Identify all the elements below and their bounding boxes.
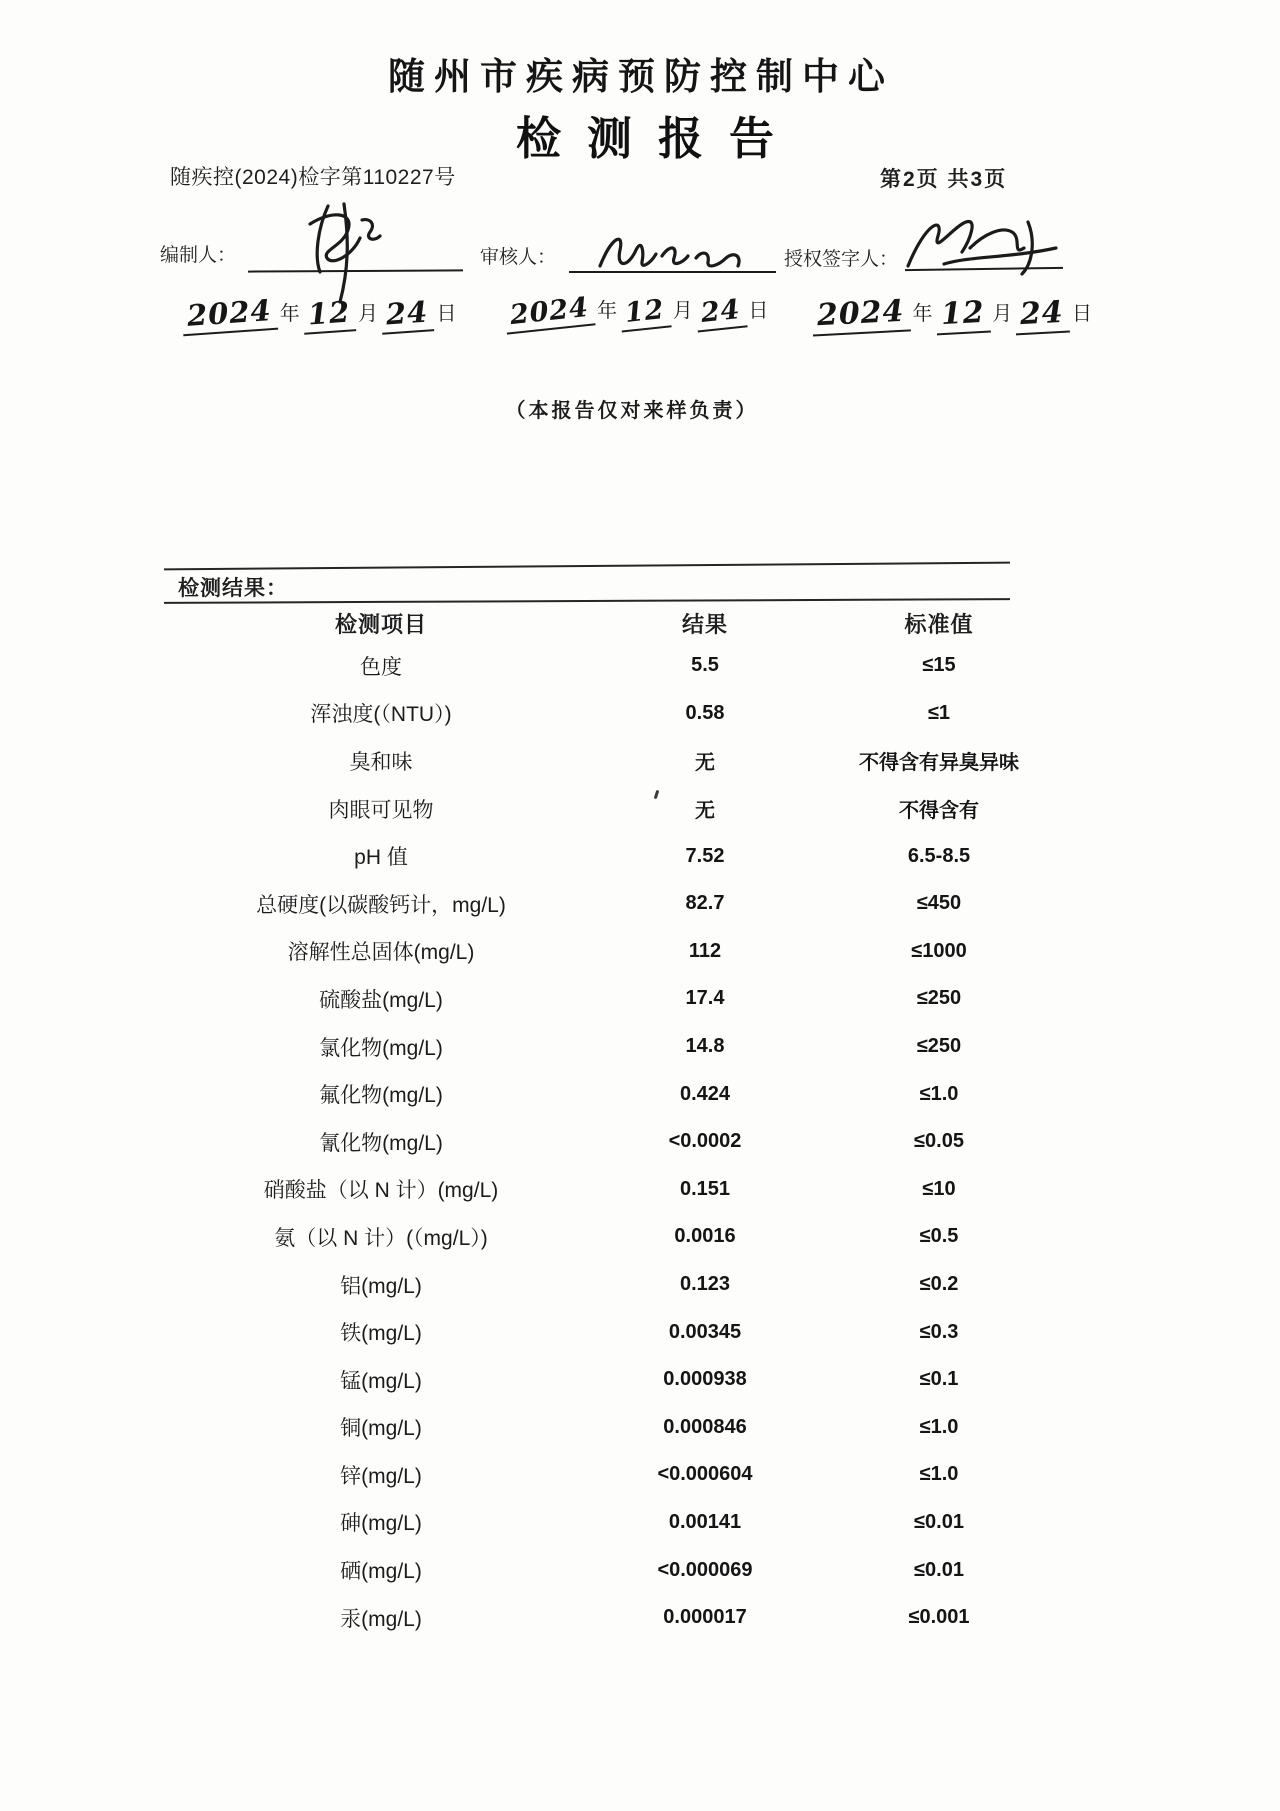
result-value-cell: 112 bbox=[688, 939, 722, 962]
result-item-cell: 氟化物(mg/L) bbox=[319, 1084, 443, 1108]
result-standard-cell: ≤15 bbox=[922, 654, 956, 677]
authorizer-date-year: 2024 bbox=[811, 293, 910, 336]
table-row bbox=[165, 642, 1065, 690]
result-value-cell: 0.58 bbox=[685, 701, 725, 724]
result-value-cell: 17.4 bbox=[685, 987, 725, 1010]
table-row bbox=[165, 1594, 1065, 1642]
table-row bbox=[165, 1308, 1065, 1356]
result-standard-cell: ≤0.3 bbox=[919, 1320, 959, 1343]
table-row bbox=[165, 785, 1065, 833]
result-standard-cell: ≤0.01 bbox=[914, 1510, 964, 1533]
result-item-cell: 铝(mg/L) bbox=[340, 1274, 422, 1298]
result-value-cell: <0.000069 bbox=[657, 1558, 753, 1581]
table-row bbox=[165, 1118, 1065, 1166]
result-item-cell: 溶解性总固体(mg/L) bbox=[287, 941, 475, 965]
authorizer-date bbox=[812, 293, 1095, 334]
table-row bbox=[165, 975, 1065, 1023]
column-header-standard: 标准值 bbox=[904, 612, 974, 637]
column-header-result: 结果 bbox=[681, 612, 728, 637]
report-number: 随疾控(2024)检字第110227号 bbox=[170, 166, 456, 189]
result-standard-cell: ≤1.0 bbox=[919, 1082, 959, 1105]
preparer-signature bbox=[270, 198, 420, 308]
table-row bbox=[165, 880, 1065, 928]
result-value-cell: 0.151 bbox=[679, 1177, 731, 1200]
result-value-cell: 82.7 bbox=[685, 892, 725, 915]
result-standard-cell: ≤250 bbox=[916, 1035, 962, 1058]
table-row bbox=[165, 1070, 1065, 1118]
preparer-date-month: 12 bbox=[301, 294, 356, 335]
result-value-cell: 5.5 bbox=[691, 654, 719, 677]
result-standard-cell: ≤1.0 bbox=[919, 1415, 959, 1438]
result-item-cell: 氰化物(mg/L) bbox=[319, 1131, 443, 1155]
result-standard-cell: ≤1 bbox=[927, 701, 951, 724]
month-unit: 月 bbox=[358, 303, 379, 325]
result-item-cell: 砷(mg/L) bbox=[340, 1512, 422, 1536]
column-header-item: 检测项目 bbox=[334, 612, 427, 637]
result-standard-cell: ≤0.5 bbox=[919, 1225, 959, 1248]
day-unit: 日 bbox=[748, 300, 769, 322]
results-header-rule bbox=[164, 598, 1010, 604]
result-item-cell: 色度 bbox=[360, 655, 402, 679]
result-standard-cell: 不得含有异臭异味 bbox=[859, 752, 1019, 775]
table-row bbox=[165, 832, 1065, 880]
table-row bbox=[165, 1451, 1065, 1499]
table-row bbox=[165, 1023, 1065, 1071]
reviewer-date bbox=[505, 291, 771, 332]
result-item-cell: pH 值 bbox=[354, 846, 408, 870]
authorizer-date-month: 12 bbox=[935, 295, 991, 336]
results-top-rule bbox=[164, 562, 1010, 571]
result-item-cell: 汞(mg/L) bbox=[340, 1607, 422, 1631]
day-unit: 日 bbox=[436, 303, 457, 325]
reviewer-date-day: 24 bbox=[694, 294, 747, 333]
table-row bbox=[165, 1261, 1065, 1309]
result-standard-cell: ≤1000 bbox=[911, 939, 967, 962]
result-standard-cell: ≤1.0 bbox=[919, 1463, 959, 1486]
authorizer-label: 授权签字人： bbox=[784, 249, 899, 270]
table-row bbox=[165, 1499, 1065, 1547]
authorizer-signature bbox=[900, 208, 1080, 283]
organization-title: 随州市疾病预防控制中心 bbox=[388, 57, 894, 98]
preparer-date bbox=[182, 293, 459, 333]
result-item-cell: 臭和味 bbox=[349, 750, 413, 774]
result-value-cell: 0.0016 bbox=[674, 1225, 736, 1248]
table-row bbox=[165, 928, 1065, 976]
sample-disclaimer-note: （本报告仅对来样负责） bbox=[505, 400, 759, 422]
result-value-cell: 0.424 bbox=[679, 1082, 731, 1105]
result-item-cell: 锰(mg/L) bbox=[340, 1369, 422, 1393]
month-unit: 月 bbox=[672, 300, 693, 322]
result-item-cell: 氯化物(mg/L) bbox=[319, 1036, 443, 1060]
result-value-cell: 0.000846 bbox=[663, 1415, 747, 1438]
result-standard-cell: ≤0.05 bbox=[914, 1130, 964, 1153]
reviewer-signature bbox=[590, 222, 765, 282]
reviewer-date-year: 2024 bbox=[503, 291, 595, 334]
result-value-cell: 0.00141 bbox=[668, 1510, 742, 1533]
result-item-cell: 氨（以 N 计）(（mg/L）) bbox=[274, 1226, 488, 1250]
year-unit: 年 bbox=[279, 303, 300, 325]
result-value-cell: 无 bbox=[695, 800, 715, 823]
result-standard-cell: 6.5-8.5 bbox=[907, 844, 971, 867]
result-item-cell: 肉眼可见物 bbox=[328, 798, 434, 822]
result-item-cell: 硒(mg/L) bbox=[340, 1560, 422, 1584]
table-row bbox=[165, 1213, 1065, 1261]
results-section-label: 检测结果： bbox=[178, 577, 288, 600]
page-indicator: 第2页 共3页 bbox=[880, 168, 1008, 191]
table-row bbox=[165, 1356, 1065, 1404]
result-item-cell: 锌(mg/L) bbox=[340, 1464, 422, 1488]
preparer-date-day: 24 bbox=[380, 294, 435, 335]
table-row bbox=[165, 1404, 1065, 1452]
result-standard-cell: ≤0.01 bbox=[914, 1558, 964, 1581]
table-row bbox=[165, 1166, 1065, 1214]
year-unit: 年 bbox=[912, 303, 933, 325]
result-standard-cell: ≤0.001 bbox=[908, 1606, 970, 1629]
table-row bbox=[165, 690, 1065, 738]
month-unit: 月 bbox=[992, 303, 1013, 325]
result-standard-cell: ≤0.2 bbox=[919, 1273, 959, 1296]
result-item-cell: 铁(mg/L) bbox=[340, 1322, 422, 1346]
result-standard-cell: ≤250 bbox=[916, 987, 962, 1010]
result-standard-cell: ≤0.1 bbox=[919, 1368, 959, 1391]
result-value-cell: <0.000604 bbox=[657, 1463, 753, 1486]
result-value-cell: 无 bbox=[695, 752, 715, 775]
result-standard-cell: ≤450 bbox=[916, 892, 962, 915]
result-value-cell: 0.123 bbox=[679, 1273, 731, 1296]
result-item-cell: 浑浊度(（NTU）) bbox=[310, 703, 452, 727]
results-table-header bbox=[165, 608, 1065, 639]
result-standard-cell: 不得含有 bbox=[899, 800, 979, 823]
table-row bbox=[165, 737, 1065, 785]
result-standard-cell: ≤10 bbox=[922, 1177, 956, 1200]
result-value-cell: 14.8 bbox=[685, 1035, 725, 1058]
result-item-cell: 硝酸盐（以 N 计）(mg/L) bbox=[263, 1179, 499, 1203]
results-rows bbox=[165, 642, 1065, 1641]
day-unit: 日 bbox=[1072, 303, 1092, 325]
year-unit: 年 bbox=[597, 300, 618, 322]
preparer-date-year: 2024 bbox=[181, 293, 278, 337]
reviewer-label: 审核人： bbox=[480, 247, 557, 268]
table-row bbox=[165, 1546, 1065, 1594]
result-item-cell: 硫酸盐(mg/L) bbox=[319, 988, 443, 1012]
result-value-cell: 7.52 bbox=[685, 844, 725, 867]
result-value-cell: 0.000017 bbox=[663, 1606, 747, 1629]
reviewer-date-month: 12 bbox=[619, 294, 672, 333]
result-value-cell: 0.00345 bbox=[668, 1320, 742, 1343]
authorizer-date-day: 24 bbox=[1014, 295, 1070, 336]
result-value-cell: 0.000938 bbox=[663, 1368, 747, 1391]
result-value-cell: <0.0002 bbox=[668, 1130, 742, 1153]
result-item-cell: 总硬度(以碳酸钙计，mg/L) bbox=[256, 893, 506, 917]
preparer-label: 编制人： bbox=[160, 245, 237, 266]
report-title: 检测报告 bbox=[515, 114, 800, 164]
result-item-cell: 铜(mg/L) bbox=[340, 1417, 422, 1441]
